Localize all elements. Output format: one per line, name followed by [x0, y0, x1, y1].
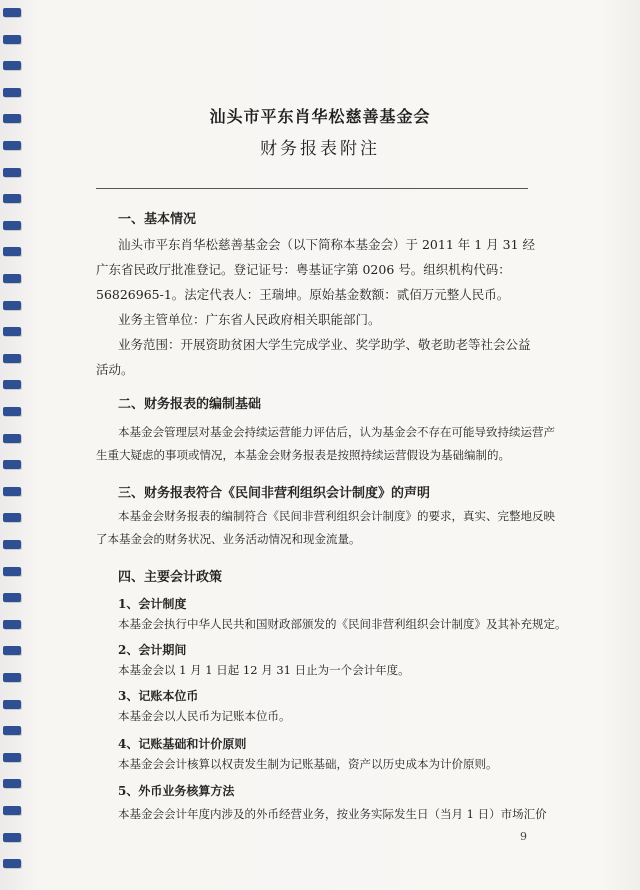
binding-hole	[3, 274, 21, 283]
subsection-title: 2、会计期间	[118, 643, 187, 657]
paragraph-line: 本基金会管理层对基金会持续运营能力评估后，认为基金会不存在可能导致持续运营产	[118, 425, 555, 439]
binding-hole	[3, 806, 21, 815]
binding-hole	[3, 194, 21, 203]
binding-hole	[3, 88, 21, 97]
binding-hole	[3, 8, 21, 17]
binding-hole	[3, 567, 21, 576]
section-heading-4: 四、主要会计政策	[118, 570, 223, 585]
binding-hole	[3, 407, 21, 416]
paragraph-line: 广东省民政厅批准登记。登记证号：粤基证字第 0206 号。组织机构代码：	[96, 262, 511, 277]
binding-hole	[3, 354, 21, 363]
subsection-text: 本基金会会计年度内涉及的外币经营业务，按业务实际发生日（当月 1 日）市场汇价	[118, 807, 547, 821]
binding-hole	[3, 301, 21, 310]
binding-hole	[3, 540, 21, 549]
paragraph-line: 业务主管单位：广东省人民政府相关职能部门。	[118, 312, 381, 327]
binding-hole	[3, 753, 21, 762]
binding-hole	[3, 460, 21, 469]
section-heading-2: 二、财务报表的编制基础	[118, 397, 262, 412]
subsection-title: 3、记账本位币	[118, 689, 199, 703]
paragraph-line: 56826965-1。法定代表人：王瑞坤。原始基金数额：贰佰万元整人民币。	[96, 287, 510, 302]
binding-hole	[3, 859, 21, 868]
subsection-text: 本基金会会计核算以权责发生制为记账基础，资产以历史成本为计价原则。	[118, 757, 498, 771]
binding-hole	[3, 513, 21, 522]
subsection-title: 5、外币业务核算方法	[118, 784, 235, 798]
binding-hole	[3, 221, 21, 230]
binding-hole	[3, 833, 21, 842]
binding-hole	[3, 726, 21, 735]
binding-hole	[3, 434, 21, 443]
document-subtitle: 财务报表附注	[260, 139, 380, 159]
binding-hole	[3, 380, 21, 389]
binding-hole	[3, 700, 21, 709]
binding-hole	[3, 620, 21, 629]
binding-hole	[3, 168, 21, 177]
section-heading-3: 三、财务报表符合《民间非营利组织会计制度》的声明	[118, 486, 431, 501]
paragraph-line: 活动。	[96, 362, 134, 377]
subsection-title: 1、会计制度	[118, 597, 187, 611]
paragraph-line: 生重大疑虑的事项或情况，本基金会财务报表是按照持续运营假设为基础编制的。	[96, 448, 510, 462]
binding-hole	[3, 35, 21, 44]
subsection-text: 本基金会以人民币为记账本位币。	[118, 709, 291, 723]
binding-hole	[3, 646, 21, 655]
page-number: 9	[520, 830, 527, 843]
binding-hole	[3, 61, 21, 70]
binding-hole	[3, 593, 21, 602]
binding-hole	[3, 327, 21, 336]
subsection-title: 4、记账基础和计价原则	[118, 737, 247, 751]
subsection-text: 本基金会以 1 月 1 日起 12 月 31 日止为一个会计年度。	[118, 663, 410, 677]
binding-hole	[3, 247, 21, 256]
section-heading-1: 一、基本情况	[118, 212, 197, 227]
paragraph-line: 汕头市平东肖华松慈善基金会（以下简称本基金会）于 2011 年 1 月 31 经	[118, 237, 536, 252]
binding-hole	[3, 673, 21, 682]
document-title: 汕头市平东肖华松慈善基金会	[209, 107, 431, 126]
subsection-text: 本基金会执行中华人民共和国财政部颁发的《民间非营利组织会计制度》及其补充规定。	[118, 617, 567, 631]
binding-hole	[3, 487, 21, 496]
paragraph-line: 本基金会财务报表的编制符合《民间非营利组织会计制度》的要求，真实、完整地反映	[118, 509, 555, 523]
paragraph-line: 了本基金会的财务状况、业务活动情况和现金流量。	[96, 532, 361, 546]
binding-hole	[3, 779, 21, 788]
title-divider	[96, 188, 528, 189]
paragraph-line: 业务范围：开展资助贫困大学生完成学业、奖学助学、敬老助老等社会公益	[118, 337, 531, 352]
